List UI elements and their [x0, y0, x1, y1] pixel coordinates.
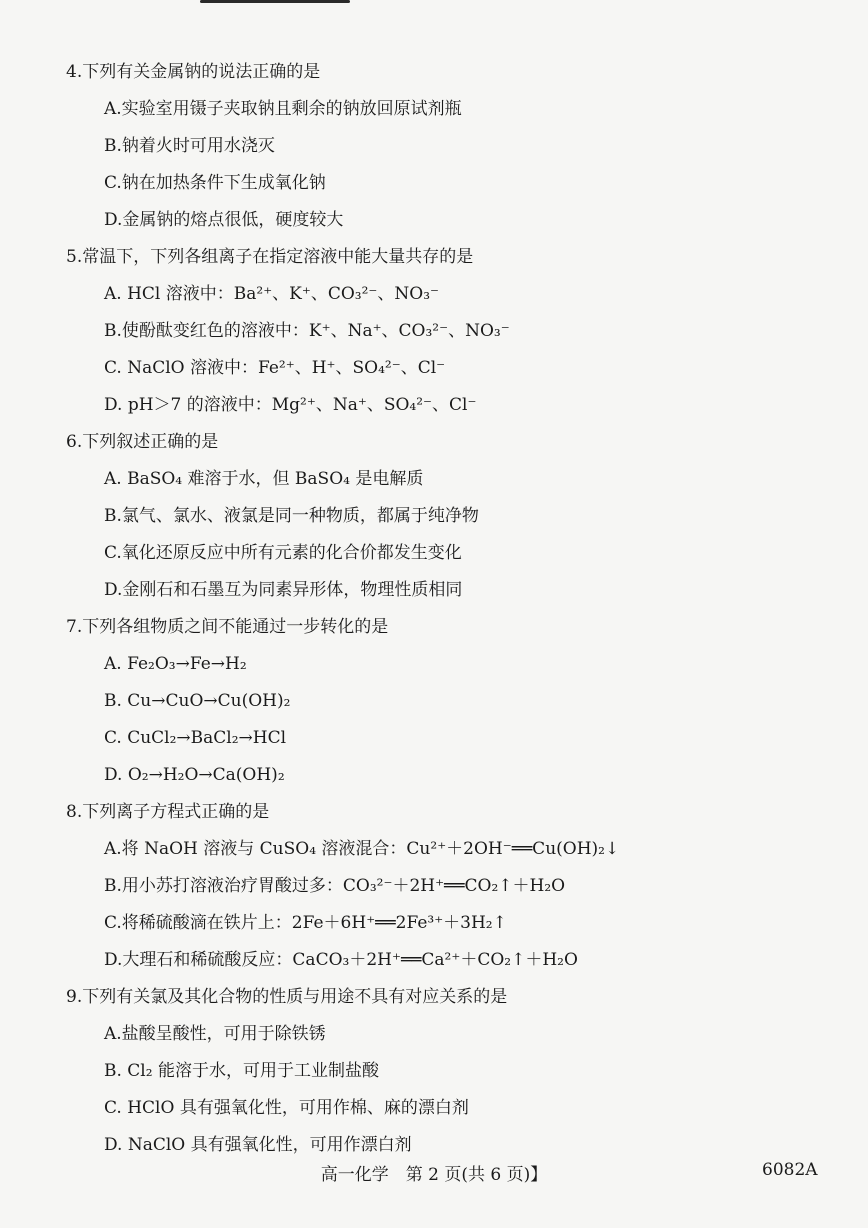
page-footer [0, 1160, 868, 1184]
option-b: B. Cu→CuO→Cu(OH)₂ [104, 691, 291, 711]
option-d: D. pH＞7 的溶液中：Mg²⁺、Na⁺、SO₄²⁻、Cl⁻ [104, 395, 477, 415]
exam-code: 6082A [762, 1160, 818, 1180]
top-rule [200, 0, 350, 3]
option-b: B. Cl₂ 能溶于水，可用于工业制盐酸 [104, 1061, 379, 1081]
option-c: C.将稀硫酸滴在铁片上：2Fe＋6H⁺══2Fe³⁺＋3H₂↑ [104, 913, 507, 933]
option-a: A. HCl 溶液中：Ba²⁺、K⁺、CO₃²⁻、NO₃⁻ [104, 284, 439, 304]
question-5 [0, 239, 868, 424]
page-number-label: 高一化学 第 2 页(共 6 页)】 [320, 1165, 548, 1185]
option-b: B.用小苏打溶液治疗胃酸过多：CO₃²⁻＋2H⁺══CO₂↑＋H₂O [104, 876, 566, 896]
option-d: D.金刚石和石墨互为同素异形体，物理性质相同 [104, 580, 463, 600]
option-b: B.氯气、氯水、液氯是同一种物质，都属于纯净物 [104, 506, 479, 526]
option-c: C.钠在加热条件下生成氧化钠 [104, 173, 326, 193]
option-b: B.钠着火时可用水浇灭 [104, 136, 275, 156]
option-c: C. CuCl₂→BaCl₂→HCl [104, 728, 287, 748]
option-a: A.盐酸呈酸性，可用于除铁锈 [104, 1024, 326, 1044]
option-c: C. HClO 具有强氧化性，可用作棉、麻的漂白剂 [104, 1098, 469, 1118]
option-a: A. Fe₂O₃→Fe→H₂ [104, 654, 247, 674]
question-8 [0, 794, 868, 979]
question-7 [0, 609, 868, 794]
question-stem: 9.下列有关氯及其化合物的性质与用途不具有对应关系的是 [66, 987, 508, 1007]
option-c: C. NaClO 溶液中：Fe²⁺、H⁺、SO₄²⁻、Cl⁻ [104, 358, 446, 378]
option-d: D. NaClO 具有强氧化性，可用作漂白剂 [104, 1135, 412, 1155]
option-b: B.使酚酞变红色的溶液中：K⁺、Na⁺、CO₃²⁻、NO₃⁻ [104, 321, 510, 341]
option-d: D.大理石和稀硫酸反应：CaCO₃＋2H⁺══Ca²⁺＋CO₂↑＋H₂O [104, 950, 578, 970]
option-a: A. BaSO₄ 难溶于水，但 BaSO₄ 是电解质 [104, 469, 424, 489]
option-a: A.实验室用镊子夹取钠且剩余的钠放回原试剂瓶 [104, 99, 462, 119]
option-d: D.金属钠的熔点很低，硬度较大 [104, 210, 344, 230]
question-stem: 7.下列各组物质之间不能通过一步转化的是 [66, 617, 389, 637]
question-stem: 4.下列有关金属钠的说法正确的是 [66, 62, 321, 82]
option-c: C.氧化还原反应中所有元素的化合价都发生变化 [104, 543, 462, 563]
question-9 [0, 979, 868, 1164]
question-stem: 8.下列离子方程式正确的是 [66, 802, 270, 822]
question-stem: 5.常温下，下列各组离子在指定溶液中能大量共存的是 [66, 247, 474, 267]
question-stem: 6.下列叙述正确的是 [66, 432, 219, 452]
question-list [0, 54, 868, 1164]
question-4 [0, 54, 868, 239]
option-a: A.将 NaOH 溶液与 CuSO₄ 溶液混合：Cu²⁺＋2OH⁻══Cu(OH)₂↓ [104, 839, 620, 859]
option-d: D. O₂→H₂O→Ca(OH)₂ [104, 765, 285, 785]
question-6 [0, 424, 868, 609]
